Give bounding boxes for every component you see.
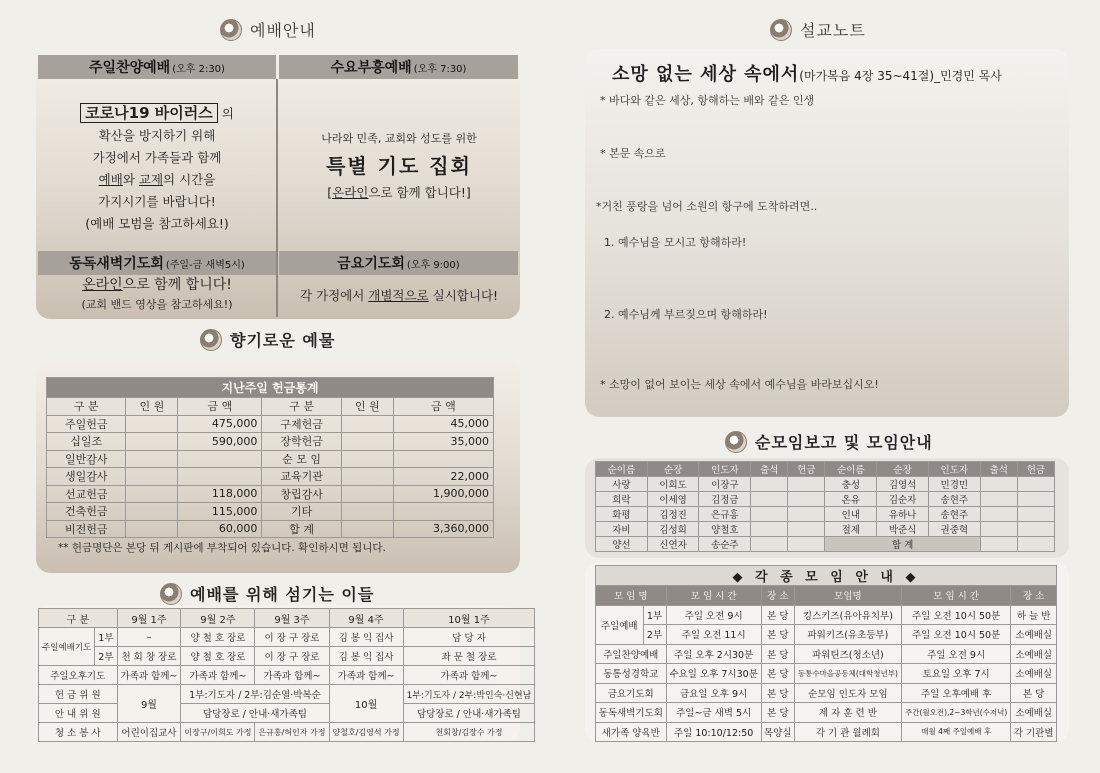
offering-section-title: 향기로운 예물 xyxy=(200,328,335,351)
worship-section-title: 예배안내 xyxy=(220,18,316,41)
table-row: 주일오후기도 가족과 함께~ 가족과 함께~ 가족과 함께~ 가족과 함께~ 가족과 함께~ xyxy=(39,666,535,685)
table-row: 주일예배 1부 주일 오전 9시 본 당 킹스키즈(유아유치부) 주일 오전 10시 50분 하 늘 반 xyxy=(596,605,1057,625)
friday-prayer-header: 금요기도회 (오후 9:00) xyxy=(279,251,518,275)
table-row: 주일찬양예배 주일 오후 2시30분 본 당 파워틴즈(청소년) 주일 오전 9시 소예배실 xyxy=(596,644,1057,664)
sermon-title: 소망 없는 세상 속에서(마가복음 4장 35~41절)_민경민 목사 xyxy=(612,64,1002,85)
servers-section-title: 예배를 위해 섬기는 이들 xyxy=(160,582,374,605)
flower-icon xyxy=(770,19,792,41)
table-row: 2부 주일 오전 11시 본 당 파워키즈(유초등부) 주일 오전 10시 50분 소예배실 xyxy=(596,625,1057,645)
cells-table: 순이름 순장 인도자 출석 헌금 순이름 순장 인도자 출석 헌금 사랑 이희도 이장구 충성 김영석 민경민 희락 이세영 김정금 온유 김순자 송현주 화평 김정진 은규홍 인내 유하나 송현주 자비 김성희 양철호 절제 박준식 권중혁 양선 신연자 송순주 합 계 xyxy=(595,461,1055,552)
table-row: 생일감사 교육기관 22,000 xyxy=(47,468,494,486)
meetings-table: ◆ 각 종 모 임 안 내 ◆ 모 임 명 모 임 시 간 장 소 모임명 모 임 시 간 장 소 주일예배 1부 주일 오전 9시 본 당 킹스키즈(유아유치부) 주일 오전 10시 50분 하 늘 반 2부 주일 오전 11시 본 당 파워키즈(유초등부) 주일 오전 10시 50분 소예배실 주일찬양예배 주일 오후 2시30분 본 당 파워틴즈(청소년) 주일 오전 9시 소예배실 동통성경학교 수요일 오후 7시30분 본 당 동통수마을공동체(대학청년부) 토요일 오후 7시 소예배실 금요기도회 금요일 오후 9시 본 당 순모임 인도자 모임 주일 오후예배 후 본 당 동독새벽기도회 주일~금 새벽 5시 본 당 제 자 훈 련 반 주간(월오전),2~3학년(수저녁) 소예배실 새가족 양육반 주일 10:10/12:50 목양실 각 기 관 월례회 매월 4째 주일예배 후 각 기관별 xyxy=(595,565,1057,742)
table-row: 2부 천 회 창 장로 양 철 호 장로 이 장 구 장로 김 봉 익 집사 좌 문 철 장로 xyxy=(39,647,535,666)
wed-revival-header: 수요부흥예배 (오후 7:30) xyxy=(279,55,518,79)
table-row: 청 소 봉 사 어린이집교사 이장구/이희도 가정 은규홍/허인자 가정 양철호/김영석 가정 천회창/김장수 가정 xyxy=(39,723,535,742)
table-row: 금요기도회 금요일 오후 9시 본 당 순모임 인도자 모임 주일 오후예배 후 본 당 xyxy=(596,683,1057,703)
table-row: 사랑 이희도 이장구 충성 김영석 민경민 xyxy=(596,477,1055,492)
friday-prayer-text: 각 가정에서 개별적으로 실시합니다! xyxy=(299,288,499,303)
offering-table: 지난주일 헌금통계 구 분 인 원 금 액 구 분 인 원 금 액 주일헌금 475,000 구제헌금 45,000 십일조 590,000 장학헌금 35,000 일반감사 순 모 임 생일감사 교육기관 22,000 선교헌금 118,000 창립감사 1,900,000 건축헌금 115,000 기타 비전헌금 60,000 합 계 3,360,000 xyxy=(46,377,494,538)
sermon-line: 1. 예수님을 모시고 항해하라! xyxy=(604,236,747,249)
table-row: 화평 김정진 은규홍 인내 유하나 송현주 xyxy=(596,507,1055,522)
table-row: 선교헌금 118,000 창립감사 1,900,000 xyxy=(47,485,494,503)
special-prayer: 나라와 민족, 교회와 성도를 위한 특별 기도 집회 [온라인으로 함께 합니다!] xyxy=(321,132,477,200)
table-row: 주일예배기도 1부 – 양 철 호 장로 이 장 구 장로 김 봉 익 집사 담 당 자 xyxy=(39,628,535,647)
flower-icon xyxy=(220,19,242,41)
table-row: 동통성경학교 수요일 오후 7시30분 본 당 동통수마을공동체(대학청년부) 토요일 오후 7시 소예배실 xyxy=(596,664,1057,684)
table-row: 안 내 위 원 담당장로 / 안내·새가족팀 담당장로 / 안내·새가족팀 xyxy=(39,704,535,723)
flower-icon xyxy=(200,329,222,351)
sermon-line: 2. 예수님께 부르짖으며 항해하라! xyxy=(604,308,768,321)
table-row: 주일헌금 475,000 구제헌금 45,000 xyxy=(47,415,494,433)
offering-note: ** 헌금명단은 본당 뒤 게시판에 부착되어 있습니다. 확인하시면 됩니다. xyxy=(58,542,386,554)
dawn-prayer-header: 동독새벽기도회 (주일-금 새벽5시) xyxy=(38,251,276,275)
table-row: 양선 신연자 송순주 합 계 xyxy=(596,537,1055,552)
table-row: 건축헌금 115,000 기타 xyxy=(47,503,494,521)
flower-icon xyxy=(725,431,747,453)
table-row: 자비 김성희 양철호 절제 박준식 권중혁 xyxy=(596,522,1055,537)
sermon-line: * 소망이 없어 보이는 세상 속에서 예수님을 바라보십시오! xyxy=(600,378,879,391)
table-row: 일반감사 순 모 임 xyxy=(47,450,494,468)
sermon-line: *거친 풍랑을 넘어 소원의 항구에 도착하려면.. xyxy=(596,200,818,213)
table-row: 동독새벽기도회 주일~금 새벽 5시 본 당 제 자 훈 련 반 주간(월오전),2~3학년(수저녁) 소예배실 xyxy=(596,703,1057,723)
table-row: 새가족 양육반 주일 10:10/12:50 목양실 각 기 관 월례회 매월 4째 주일예배 후 각 기관별 xyxy=(596,722,1057,742)
table-row: 희락 이세영 김정금 온유 김순자 송현주 xyxy=(596,492,1055,507)
servers-table: 구 분 9월 1주 9월 2주 9월 3주 9월 4주 10월 1주 주일예배기도 1부 – 양 철 호 장로 이 장 구 장로 김 봉 익 집사 담 당 자 2부 천 회 창 장로 양 철 호 장로 이 장 구 장로 김 봉 익 집사 좌 문 철 장로 주일오후기도 가족과 함께~ 가족과 함께~ 가족과 함께~ 가족과 함께~ 가족과 함께~ 헌 금 위 원 9월 1부:기도자 / 2부:김순열·박복순 10월 1부:기도자 / 2부:박인숙·신현남 안 내 위 원 담당장로 / 안내·새가족팀 담당장로 / 안내·새가족팀 청 소 봉 사 어린이집교사 이장구/이희도 가정 은규홍/허인자 가정 양철호/김영석 가정 천회창/김장수 가정 xyxy=(38,608,535,742)
flower-icon xyxy=(160,583,182,605)
offering-table-title: 지난주일 헌금통계 xyxy=(47,378,494,398)
table-row: 헌 금 위 원 9월 1부:기도자 / 2부:김순열·박복순 10월 1부:기도자 / 2부:박인숙·신현남 xyxy=(39,685,535,704)
dawn-prayer-text: 온라인으로 함께 합니다! (교회 밴드 영상을 참고하세요!) xyxy=(81,277,233,311)
sunday-praise-header: 주일찬양예배 (오후 2:30) xyxy=(38,55,276,79)
sermon-line: * 바다와 같은 세상, 항해하는 배와 같은 인생 xyxy=(600,94,815,107)
sermon-line: * 본문 속으로 xyxy=(600,147,666,160)
sermon-section-title: 설교노트 xyxy=(770,18,866,41)
cells-section-title: 순모임보고 및 모임안내 xyxy=(725,430,933,453)
meetings-title: ◆ 각 종 모 임 안 내 ◆ xyxy=(596,566,1057,586)
table-row: 비전헌금 60,000 합 계 3,360,000 xyxy=(47,520,494,538)
table-row: 십일조 590,000 장학헌금 35,000 xyxy=(47,433,494,451)
worship-divider xyxy=(276,79,278,317)
covid-notice: 코로나19 바이러스 의 확산을 방지하기 위해 가정에서 가족들과 함께 예배와 교제의 시간을 가지시기를 바랍니다! (예배 모범을 참고하세요!) xyxy=(44,102,270,235)
